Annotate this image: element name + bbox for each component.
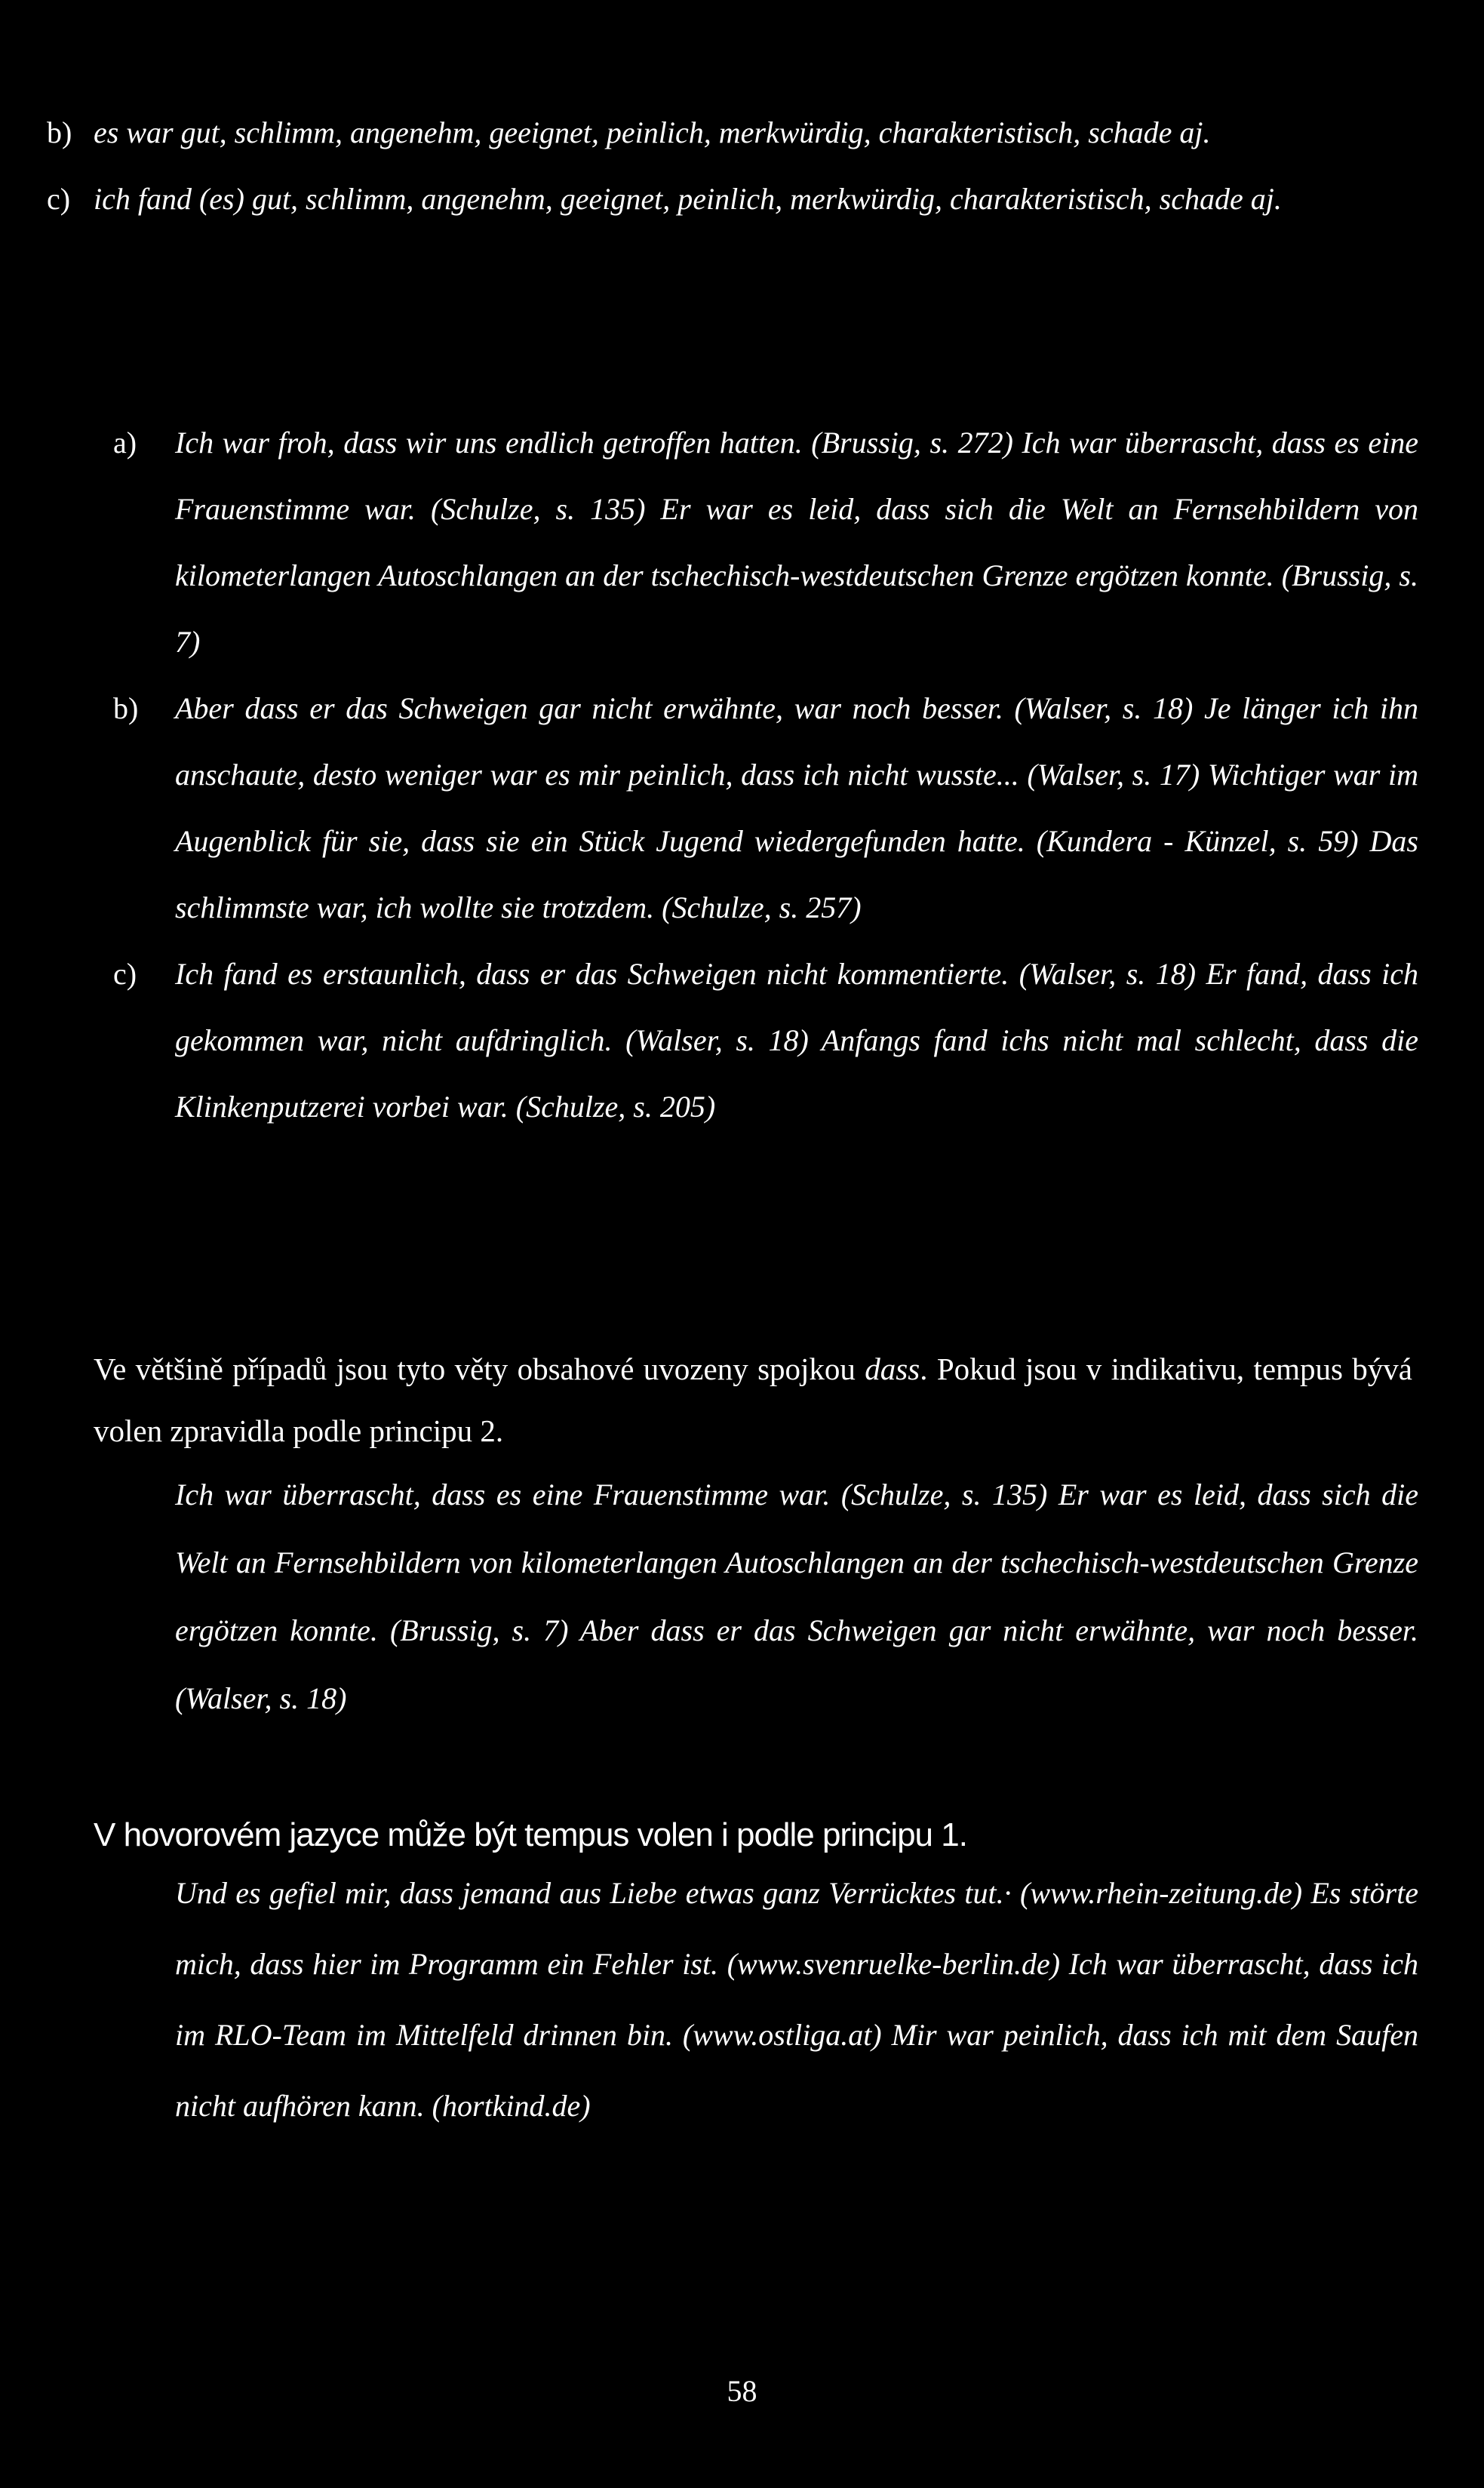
page-number: 58 <box>727 2374 757 2408</box>
example-block: Ich war überrascht, dass es eine Frauenstimme war. (Schulze, s. 135) Er war es leid, dass sich die Welt an Fernsehbildern von kilometerlangen Autoschlangen an der tschechisch-westdeutschen Grenze ergötzen konnte. (Brussig, s. 7) Aber dass er das Schweigen gar nicht erwähnte, war noch besser. (Walser, s. 18) <box>175 1478 1418 1715</box>
list-item <box>0 100 1484 166</box>
paragraph-text: Ve většině případů jsou tyto věty obsahové uvozeny spojkou <box>94 1352 865 1386</box>
list-marker: c) <box>47 182 71 216</box>
example-block: Und es gefiel mir, dass jemand aus Liebe etwas ganz Verrücktes tut.· (www.rhein-zeitung.de) Es störte mich, dass hier im Programm ein Fehler ist. (www.svenruelke-berlin.de) Ich war überrascht, dass ich im RLO-Team im Mittelfeld drinnen bin. (www.ostliga.at) Mir war peinlich, dass ich mit dem Saufen nicht aufhören kann. (hortkind.de) <box>175 1876 1418 2123</box>
conjunction-term: dass <box>865 1352 920 1386</box>
list-item-text: Ich fand es erstaunlich, dass er das Schweigen nicht kommentierte. (Walser, s. 18) Er fand, dass ich gekommen war, nicht aufdringlich. (Walser, s. 18) Anfangs fand ichs nicht mal schlecht, dass die Klinkenputzerei vorbei war. (Schulze, s. 205) <box>175 957 1418 1124</box>
paragraph-text: . Pokud jsou v indikativu, tempus bývá volen zpravidla podle principu 2. <box>94 1352 1412 1448</box>
explanation-paragraph <box>94 1338 1412 1462</box>
list-item-text: Aber dass er das Schweigen gar nicht erwähnte, war noch besser. (Walser, s. 18) Je länger ich ihn anschaute, desto weniger war es mir peinlich, dass ich nicht wusste... (Walser, s. 17) Wichtiger war im Augenblick für sie, dass sie ein Stück Jugend wiedergefunden hatte. (Kundera - Künzel, s. 59) Das schlimmste war, ich wollte sie trotzdem. (Schulze, s. 257) <box>175 691 1418 924</box>
list-item <box>0 410 1484 675</box>
colloquial-paragraph: V hovorovém jazyce může být tempus volen i podle principu 1. <box>94 1816 967 1853</box>
list-marker: a) <box>113 426 137 460</box>
list-marker: b) <box>47 115 72 149</box>
example-list <box>0 410 1484 1140</box>
list-item <box>0 675 1484 941</box>
list-marker: b) <box>113 691 139 725</box>
list-item-text: Ich war froh, dass wir uns endlich getroffen hatten. (Brussig, s. 272) Ich war überrascht, dass es eine Frauenstimme war. (Schulze, s. 135) Er war es leid, dass sich die Welt an Fernsehbildern von kilometerlangen Autoschlangen an der tschechisch-westdeutschen Grenze ergötzen konnte. (Brussig, s. 7) <box>175 426 1418 659</box>
list-item-text: es war gut, schlimm, angenehm, geeignet, peinlich, merkwürdig, charakteristisch, schade aj. <box>94 115 1211 149</box>
list-marker: c) <box>113 957 137 991</box>
list-item <box>0 166 1484 232</box>
list-item <box>0 941 1484 1140</box>
list-item-text: ich fand (es) gut, schlimm, angenehm, geeignet, peinlich, merkwürdig, charakteristisch, schade aj. <box>94 182 1282 216</box>
usage-pattern-list <box>0 100 1484 232</box>
